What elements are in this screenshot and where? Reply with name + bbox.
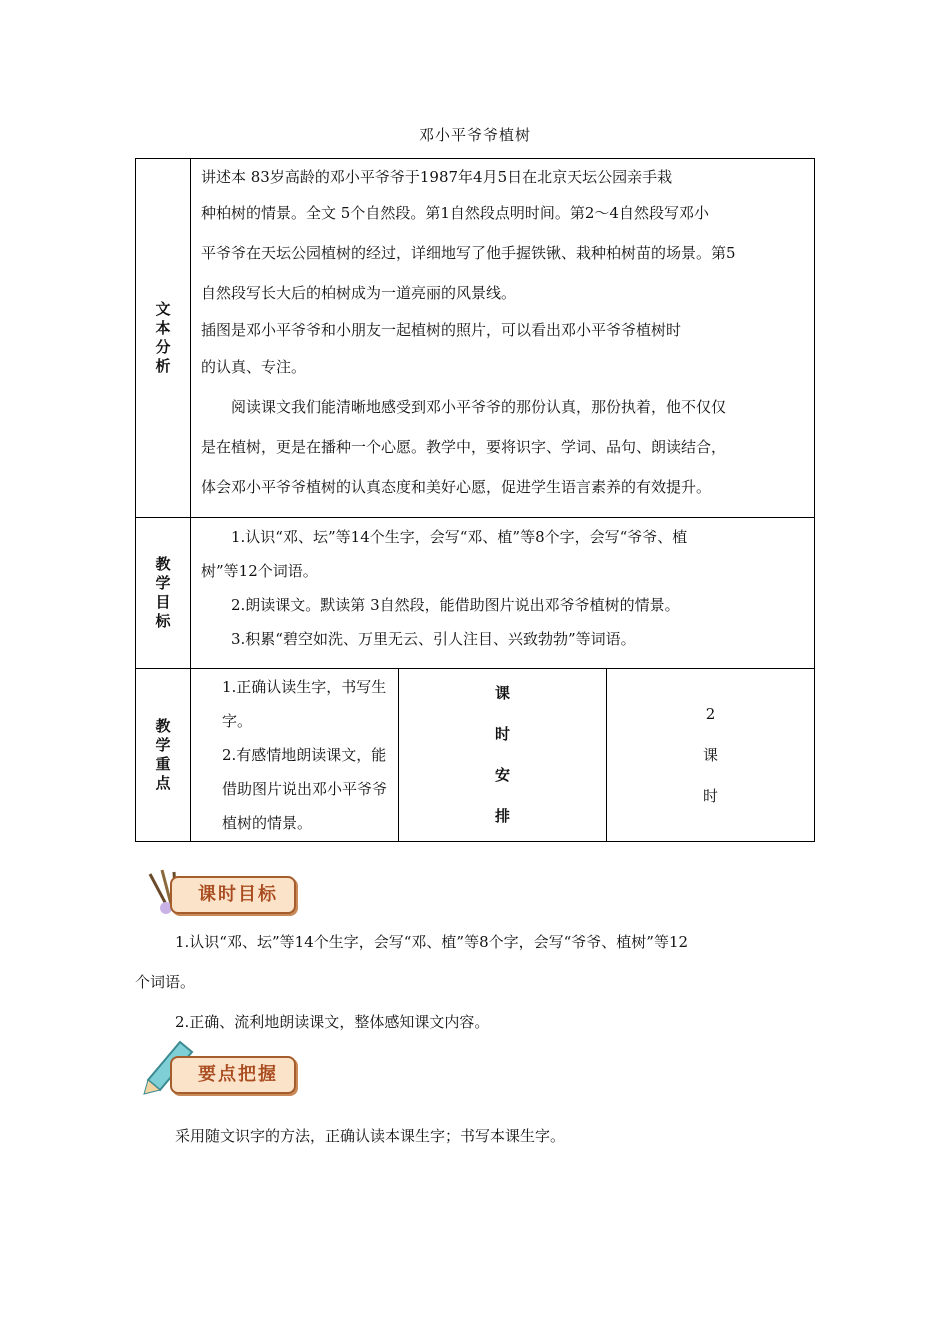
banner-label: 课时目标 (170, 876, 296, 914)
goals-row (136, 518, 815, 669)
key-points-header: 教 学 重 点 (136, 669, 191, 842)
analysis-line: 种柏树的情景。全文 5个自然段。第1自然段点明时间。第2～4自然段写邓小 (201, 204, 709, 222)
banner-label: 要点把握 (170, 1056, 296, 1094)
analysis-line: 插图是邓小平爷爷和小朋友一起植树的照片，可以看出邓小平爷爷植树时 (201, 321, 682, 339)
analysis-line: 自然段写长大后的柏树成为一道亮丽的风景线。 (201, 284, 517, 302)
analysis-line: 是在植树，更是在播种一个心愿。教学中，要将识字、学词、品句、朗读结合， (201, 438, 727, 456)
key-text-line: 采用随文识字的方法，正确认读本课生字；书写本课生字。 (175, 1127, 566, 1145)
analysis-line: 体会邓小平爷爷植树的认真态度和美好心愿，促进学生语言素养的有效提升。 (201, 478, 712, 496)
schedule-value: 2 课 时 (607, 669, 815, 842)
key-point-line: 1.正确认读生字，书写生字。 (222, 678, 387, 730)
analysis-header: 文 本 分 析 (136, 159, 191, 518)
goal-text-line: 1.认识“邓、坛”等14个生字，会写“邓、植”等8个字，会写“爷爷、植树”等12 (175, 933, 689, 951)
key-points-content (191, 669, 399, 842)
goal-line: 3.积累“碧空如洗、万里无云、引人注目、兴致勃勃”等词语。 (231, 630, 636, 648)
goal-text-line: 个词语。 (135, 973, 196, 991)
key-points-banner (140, 1046, 340, 1106)
goals-header: 教 学 目 标 (136, 518, 191, 669)
goal-line: 2.朗读课文。默读第 3自然段，能借助图片说出邓爷爷植树的情景。 (231, 596, 680, 614)
goals-content (191, 518, 815, 669)
key-point-line: 2.有感情地朗读课文，能借助图片说出邓小平爷爷植树的情景。 (222, 746, 388, 832)
analysis-line: 讲述本 83岁高龄的邓小平爷爷于1987年4月5日在北京天坛公园亲手栽 (201, 168, 673, 186)
key-points-row (136, 669, 815, 842)
analysis-line: 平爷爷在天坛公园植树的经过，详细地写了他手握铁锹、栽种柏树苗的场景。第5 (201, 244, 736, 262)
goal-line: 1.认识“邓、坛”等14个生字，会写“邓、植”等8个字，会写“爷爷、植 (231, 528, 688, 546)
lesson-goals-banner (140, 866, 340, 916)
lesson-table (135, 158, 815, 842)
goal-text-line: 2.正确、流利地朗读课文，整体感知课文内容。 (175, 1013, 490, 1031)
schedule-label: 课 时 安 排 (399, 669, 607, 842)
lesson-goals-text (135, 922, 815, 1042)
key-points-text (135, 1116, 815, 1156)
document-title: 邓小平爷爷植树 (418, 126, 531, 144)
goal-line: 树”等12个词语。 (201, 562, 318, 580)
analysis-line: 的认真、专注。 (201, 358, 307, 376)
analysis-line: 阅读课文我们能清晰地感受到邓小平爷爷的那份认真，那份执着，他不仅仅 (231, 398, 727, 416)
analysis-content (191, 159, 815, 518)
analysis-row (136, 159, 815, 518)
